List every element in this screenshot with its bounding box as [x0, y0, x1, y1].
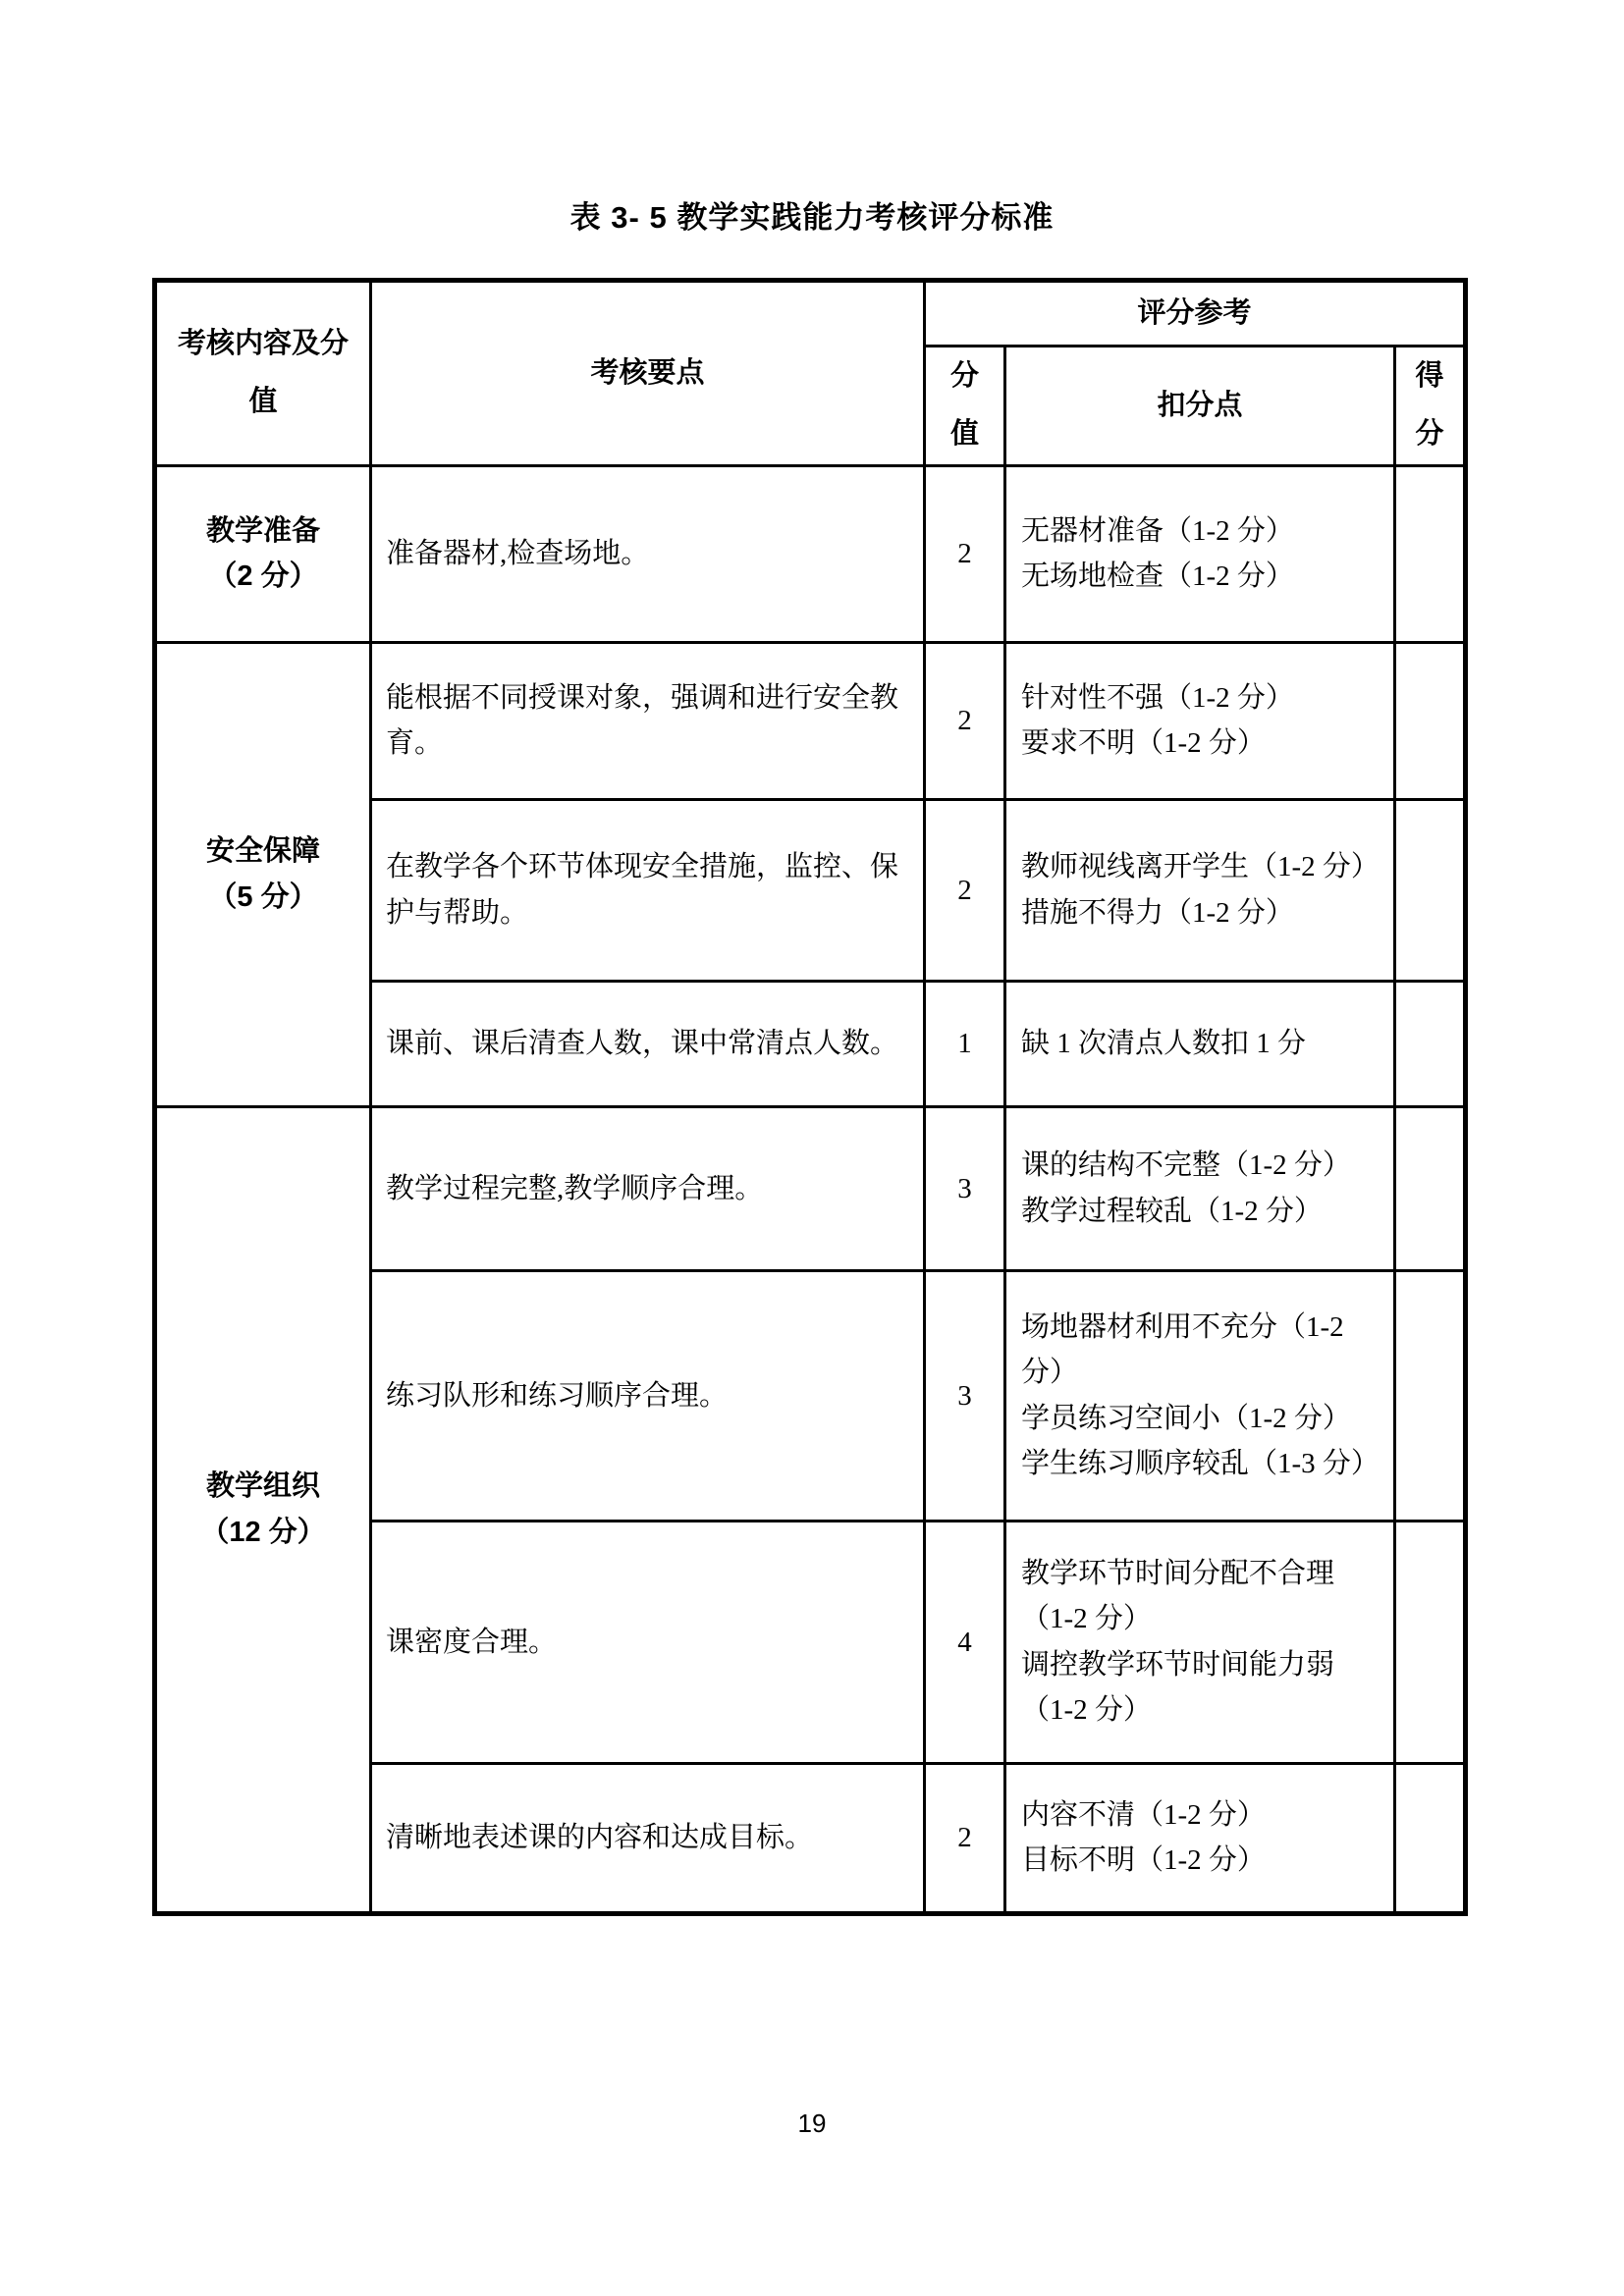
- deduction-line: 学生练习顺序较乱（1-3 分）: [1021, 1448, 1380, 1480]
- deduction-line: 措施不得力（1-2 分）: [1021, 896, 1294, 929]
- header-row-1: [155, 281, 1466, 347]
- assessment-point-text: 清晰地表述课的内容和达成目标。: [386, 1822, 814, 1854]
- assessment-point-cell: [371, 465, 925, 642]
- header-scoring-reference: [925, 281, 1466, 347]
- deduction-line: 调控教学环节时间能力弱（1-2 分）: [1021, 1648, 1335, 1727]
- assessment-point-text: 能根据不同授课对象，强调和进行安全教育。: [386, 681, 899, 760]
- assessment-point-cell: [371, 642, 925, 799]
- point-value: 2: [957, 705, 972, 737]
- assessment-point-cell: [371, 981, 925, 1106]
- header-deduction-points: [1005, 347, 1395, 466]
- deduction-line: 无场地检查（1-2 分）: [1021, 561, 1294, 593]
- score-cell: [1395, 799, 1466, 981]
- point-value-cell: [925, 1521, 1005, 1763]
- point-value-cell: [925, 465, 1005, 642]
- assessment-point-text: 准备器材,检查场地。: [386, 538, 650, 570]
- category-name: 教学组织: [205, 1470, 320, 1503]
- assessment-point-cell: [371, 1763, 925, 1913]
- table-row: [155, 465, 1466, 642]
- deduction-cell: [1005, 1763, 1395, 1913]
- deduction-cell: [1005, 642, 1395, 799]
- deduction-line: 教师视线离开学生（1-2 分）: [1021, 851, 1380, 883]
- assessment-point-text: 练习队形和练习顺序合理。: [386, 1379, 729, 1412]
- table-row: [155, 642, 1466, 799]
- point-value-cell: [925, 1763, 1005, 1913]
- scoring-rubric-table: [152, 278, 1468, 1916]
- page-number: 19: [797, 2109, 827, 2138]
- deduction-line: 缺 1 次清点人数扣 1 分: [1021, 1028, 1307, 1060]
- category-name: 教学准备: [205, 514, 320, 547]
- header-content-and-points: [155, 281, 371, 466]
- deduction-line: 学员练习空间小（1-2 分）: [1021, 1402, 1351, 1434]
- score-cell: [1395, 1521, 1466, 1763]
- document-title: 表 3- 5 教学实践能力考核评分标准: [569, 200, 1055, 235]
- assessment-point-cell: [371, 1521, 925, 1763]
- point-value: 4: [957, 1626, 972, 1658]
- category-score: （12 分）: [200, 1516, 326, 1548]
- category-score: （2 分）: [208, 561, 318, 593]
- score-cell: [1395, 1270, 1466, 1521]
- point-value: 1: [957, 1028, 972, 1060]
- category-cell-teaching-organization: [155, 1106, 371, 1913]
- header-score-obtained: [1395, 347, 1466, 466]
- category-name: 安全保障: [205, 835, 320, 868]
- assessment-point-text: 课密度合理。: [386, 1626, 558, 1658]
- deduction-cell: [1005, 1521, 1395, 1763]
- assessment-point-text: 在教学各个环节体现安全措施，监控、保护与帮助。: [386, 851, 899, 929]
- deduction-cell: [1005, 799, 1395, 981]
- score-cell: [1395, 1106, 1466, 1270]
- point-value-cell: [925, 799, 1005, 981]
- point-value-cell: [925, 1106, 1005, 1270]
- score-cell: [1395, 1763, 1466, 1913]
- point-value: 2: [957, 1822, 972, 1854]
- deduction-line: 内容不清（1-2 分）: [1021, 1798, 1266, 1831]
- deduction-line: 教学过程较乱（1-2 分）: [1021, 1195, 1323, 1227]
- point-value: 2: [957, 874, 972, 906]
- point-value: 2: [957, 538, 972, 570]
- deduction-line: 针对性不强（1-2 分）: [1021, 681, 1294, 714]
- deduction-line: 目标不明（1-2 分）: [1021, 1844, 1266, 1877]
- deduction-line: 教学环节时间分配不合理（1-2 分）: [1021, 1558, 1335, 1635]
- header-point-value-label: 分值: [949, 360, 979, 451]
- category-cell-teaching-preparation: [155, 465, 371, 642]
- point-value-cell: [925, 642, 1005, 799]
- assessment-point-text: 教学过程完整,教学顺序合理。: [386, 1172, 764, 1204]
- deduction-cell: [1005, 465, 1395, 642]
- table-row: [155, 1106, 1466, 1270]
- category-score: （5 分）: [208, 881, 318, 913]
- score-cell: [1395, 981, 1466, 1106]
- deduction-line: 场地器材利用不充分（1-2 分）: [1021, 1311, 1344, 1389]
- assessment-point-cell: [371, 1106, 925, 1270]
- header-assessment-points: [371, 281, 925, 466]
- deduction-cell: [1005, 1106, 1395, 1270]
- header-content-and-points-label: 考核内容及分值: [177, 328, 349, 418]
- assessment-point-text: 课前、课后清查人数，课中常清点人数。: [386, 1028, 899, 1060]
- deduction-line: 要求不明（1-2 分）: [1021, 727, 1266, 760]
- category-cell-safety-assurance: [155, 642, 371, 1106]
- header-score-obtained-label: 得分: [1415, 360, 1444, 451]
- header-point-value: [925, 347, 1005, 466]
- header-deduction-points-label: 扣分点: [1157, 390, 1243, 422]
- assessment-point-cell: [371, 799, 925, 981]
- deduction-cell: [1005, 981, 1395, 1106]
- deduction-line: 无器材准备（1-2 分）: [1021, 514, 1294, 547]
- score-cell: [1395, 465, 1466, 642]
- header-scoring-reference-label: 评分参考: [1137, 297, 1252, 330]
- score-cell: [1395, 642, 1466, 799]
- point-value-cell: [925, 981, 1005, 1106]
- point-value: 3: [957, 1172, 972, 1204]
- header-assessment-points-label: 考核要点: [590, 357, 705, 390]
- deduction-line: 课的结构不完整（1-2 分）: [1021, 1149, 1351, 1182]
- point-value: 3: [957, 1379, 972, 1412]
- assessment-point-cell: [371, 1270, 925, 1521]
- point-value-cell: [925, 1270, 1005, 1521]
- deduction-cell: [1005, 1270, 1395, 1521]
